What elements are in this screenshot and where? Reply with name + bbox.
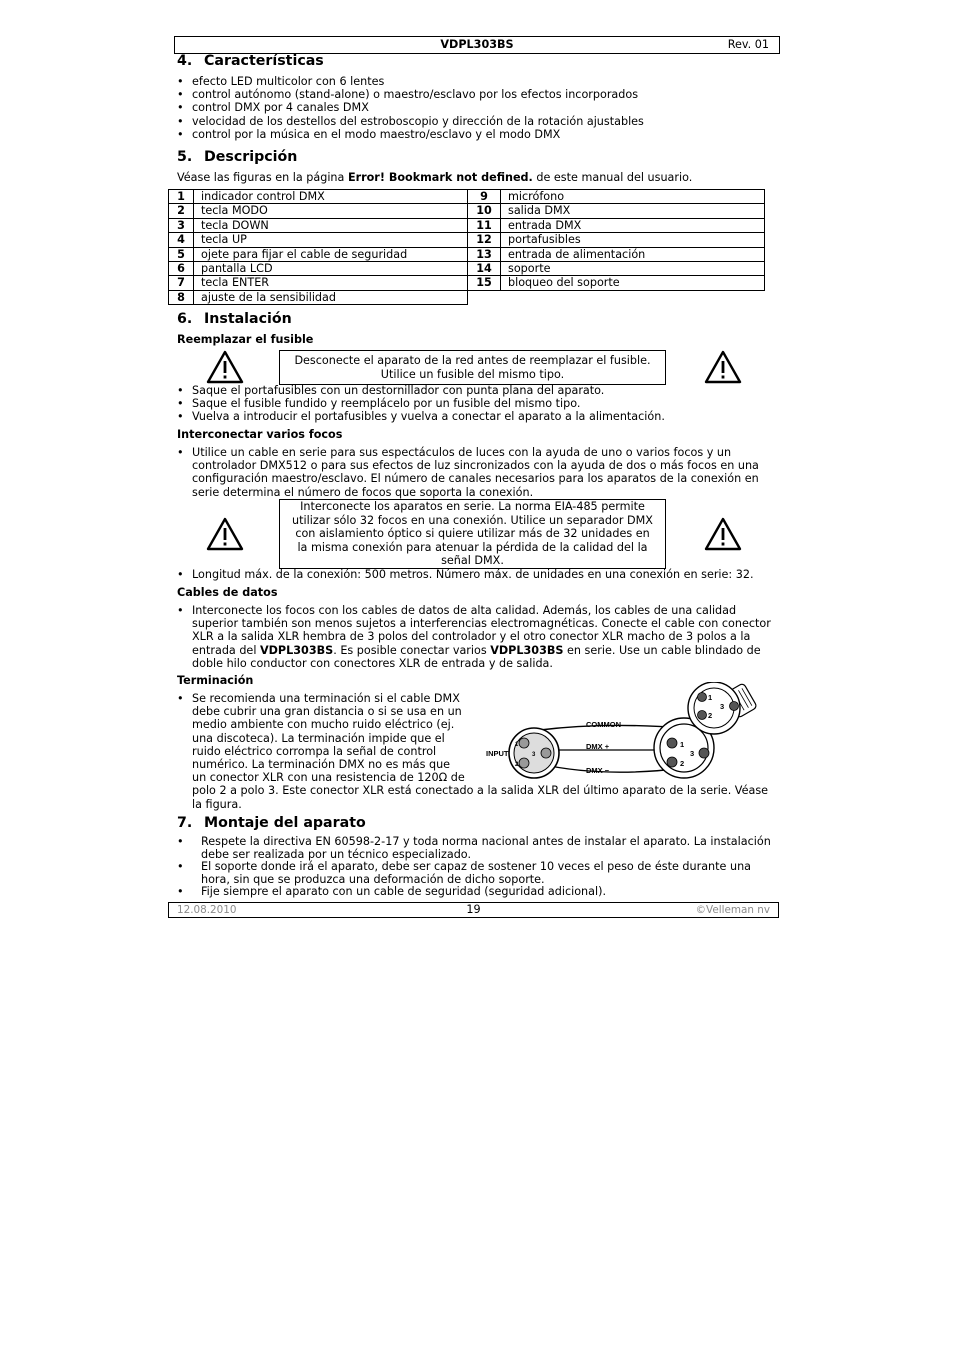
warning-icon (206, 350, 244, 384)
part-label: tecla ENTER (194, 276, 468, 290)
part-number: 6 (169, 262, 194, 276)
terminator-pin (698, 711, 707, 720)
page-footer (168, 902, 779, 918)
text-line: • Respete la directiva EN 60598-2-17 y toda norma nacional antes de instalar el aparato. La instalación (201, 835, 771, 848)
part-label: portafusibles (501, 233, 765, 247)
text-line: controlador DMX512 o para sus efectos de luz sincronizados con la ayuda de dos o más focos en una (192, 459, 759, 473)
list-item: • Longitud máx. de la conexión: 500 metros. Número máx. de unidades en una conexión en serie: 32. (177, 568, 777, 581)
terminator-pin (698, 693, 707, 702)
warning-line: Interconecte los aparatos en serie. La norma EIA-485 permite (300, 500, 645, 513)
text-line: • Utilice un cable en serie para sus espectáculos de luces con la ayuda de uno o varios focos y un (192, 446, 732, 459)
part-label: salida DMX (501, 204, 765, 218)
part-number: 8 (169, 290, 194, 304)
section-title: Montaje del aparato (204, 815, 366, 831)
text-line: configuración maestro/esclavo. El número de canales necesarios para los aparatos de la conexión en (192, 472, 759, 486)
input-pin (519, 738, 529, 748)
text-line: debe cubrir una gran distancia o si se usa en un (192, 705, 462, 719)
section-5-heading (177, 149, 297, 165)
list-item: • Vuelva a introducir el portafusibles y vuelva a conectar el aparato a la alimentación. (177, 410, 777, 423)
part-number: 1 (169, 190, 194, 204)
list-item: • Saque el portafusibles con un destornillador con punta plana del aparato. (177, 384, 777, 397)
part-number: 3 (169, 218, 194, 232)
part-number: 9 (468, 190, 501, 204)
part-label: entrada de alimentación (501, 247, 765, 261)
empty-cell (468, 290, 765, 304)
text-line: polo 2 a polo 3. Este conector XLR está conectado a la salida XLR del último aparato de la serie. Véase (192, 784, 769, 798)
cables-subheading: Cables de datos (177, 586, 278, 599)
model-name: VDPL303BS (440, 38, 514, 51)
warning-icon (704, 350, 742, 384)
list-item: • efecto LED multicolor con 6 lentes (177, 75, 777, 88)
cables-list (177, 604, 777, 670)
description-intro (177, 171, 692, 184)
xlr-termination-diagram (484, 682, 774, 782)
pin-label: 1 (708, 693, 713, 702)
footer-date: 12.08.2010 (177, 904, 237, 916)
pin-label: 1 (515, 742, 519, 748)
termination-subheading: Terminación (177, 674, 254, 687)
text-line: • Se recomienda una terminación si el cable DMX (192, 692, 460, 705)
section-number: 7. (177, 815, 193, 831)
table-row (169, 262, 765, 276)
fuse-steps-list (177, 384, 777, 424)
text-line: medio ambiente con mucho ruido eléctrico (ej. (192, 718, 455, 732)
part-number: 4 (169, 233, 194, 247)
section-4-heading (177, 53, 324, 69)
model-name: VDPL303BS (259, 643, 334, 657)
features-list (177, 75, 777, 141)
text-line: hora, sin que se produzca una deformación de dicho soporte. (201, 872, 545, 886)
text-span: entrada del (192, 643, 260, 657)
part-number: 12 (468, 233, 501, 247)
part-number: 15 (468, 276, 501, 290)
table-row (169, 190, 765, 204)
pin-label: 1 (680, 740, 685, 749)
warning-line: Utilice un fusible del mismo tipo. (380, 367, 565, 381)
output-pin (667, 757, 677, 767)
revision: Rev. 01 (727, 38, 769, 51)
warning-line: señal DMX. (441, 554, 504, 568)
input-pin (519, 758, 529, 768)
section-6-heading (177, 311, 292, 327)
common-label: COMMON (586, 720, 621, 729)
list-item (177, 446, 777, 499)
model-name: VDPL303BS (490, 643, 564, 657)
text-span: . Es posible conectar varios (333, 643, 491, 657)
text-line: una discoteca). La terminación impide que el (192, 731, 445, 745)
table-row (169, 290, 765, 304)
part-number: 14 (468, 262, 501, 276)
pin-label: 3 (690, 749, 695, 758)
pin-label: 3 (532, 752, 536, 758)
list-item: • control por la música en el modo maestro/esclavo y el modo DMX (177, 128, 777, 141)
part-label: tecla MODO (194, 204, 468, 218)
list-item: • Saque el fusible fundido y reemplácelo por un fusible del mismo tipo. (177, 397, 777, 410)
part-label: entrada DMX (501, 218, 765, 232)
table-row (169, 233, 765, 247)
interconnect-list (177, 446, 777, 499)
part-label: bloqueo del soporte (501, 276, 765, 290)
section-title: Descripción (204, 149, 298, 165)
text-line: la figura. (192, 797, 242, 811)
table-row (169, 276, 765, 290)
list-item: • control autónomo (stand-alone) o maestro/esclavo por los efectos incorporados (177, 88, 777, 101)
part-number: 10 (468, 204, 501, 218)
part-label: indicador control DMX (194, 190, 468, 204)
part-label: pantalla LCD (194, 262, 468, 276)
warning-line: la misma conexión para atenuar la pérdida de la calidad del la (297, 540, 648, 554)
section-number: 4. (177, 53, 193, 69)
output-pin (667, 738, 677, 748)
part-label: tecla UP (194, 233, 468, 247)
text-line: superior también son menos sujetos a interferencias electromagnéticas. Conecte el cable con conector (192, 617, 771, 631)
text-line: doble hilo conductor con conectores XLR de entrada y de salida. (192, 656, 553, 670)
part-number: 2 (169, 204, 194, 218)
list-item: • velocidad de los destellos del estroboscopio y dirección de la rotación ajustables (177, 115, 777, 128)
text-line: ruido eléctrico corrompa la señal de control (192, 744, 437, 758)
list-item: • control DMX por 4 canales DMX (177, 101, 777, 114)
text-line: • El soporte donde irá el aparato, debe ser capaz de sostener 10 veces el peso de éste durante una (201, 860, 752, 873)
output-pin (699, 748, 709, 758)
list-item (177, 886, 782, 899)
text-line: • Interconecte los focos con los cables de datos de alta calidad. Además, los cables de una calidad (192, 604, 737, 617)
list-item (177, 604, 777, 670)
part-number: 11 (468, 218, 501, 232)
text-line: serie determina el número de focos que soporta la conexión. (192, 485, 534, 499)
interconnect-warning-box (279, 499, 666, 569)
table-row (169, 204, 765, 218)
fuse-warning-box (279, 350, 666, 385)
list-item (177, 836, 782, 861)
section-title: Instalación (204, 311, 292, 327)
pin-label: 2 (515, 762, 519, 768)
text-span: en serie. Use un cable blindado de (563, 643, 761, 657)
warning-line: con aislamiento óptico si quiere utilizar más de 32 unidades en (295, 527, 650, 541)
warning-icon (206, 517, 244, 551)
input-pin (541, 748, 551, 758)
pin-label: 3 (720, 702, 725, 711)
text-line: XLR a la salida XLR hembra de 3 polos del controlador y el otro conector XLR macho de 3 polos a la (192, 630, 751, 644)
section-number: 5. (177, 149, 193, 165)
dmx-plus-label: DMX + (586, 742, 610, 751)
section-number: 6. (177, 311, 193, 327)
interconnect-subheading: Interconectar varios focos (177, 428, 343, 441)
part-number: 5 (169, 247, 194, 261)
text-line (192, 644, 777, 657)
part-label: ajuste de la sensibilidad (194, 290, 468, 304)
intro-text: de este manual del usuario. (532, 171, 693, 184)
intro-text: Véase las figuras en la página (177, 171, 348, 184)
part-label: tecla DOWN (194, 218, 468, 232)
warning-icon (704, 517, 742, 551)
text-line: numérico. La terminación DMX no es más que (192, 758, 451, 772)
table-row (169, 247, 765, 261)
terminator-pin (730, 702, 739, 711)
page-number: 19 (466, 903, 481, 916)
part-label: micrófono (501, 190, 765, 204)
input-label: INPUT (486, 749, 509, 758)
part-label: ojete para fijar el cable de seguridad (194, 247, 468, 261)
intro-bold-text: Error! Bookmark not defined. (347, 171, 533, 184)
parts-table (168, 189, 765, 305)
section-7-heading (177, 815, 366, 831)
warning-line: utilizar sólo 32 focos en una conexión. Utilice un separador DMX (292, 513, 653, 527)
footer-copyright: ©Velleman nv (695, 904, 770, 916)
length-list (177, 568, 777, 581)
section-title: Características (204, 53, 324, 69)
dmx-minus-label: DMX − (586, 766, 610, 775)
text-line: • Fije siempre el aparato con un cable de seguridad (seguridad adicional). (201, 885, 607, 898)
page-header (174, 36, 780, 54)
text-line: un conector XLR con una resistencia de 120Ω de (192, 771, 465, 785)
warning-line: Desconecte el aparato de la red antes de reemplazar el fusible. (294, 354, 651, 367)
part-label: soporte (501, 262, 765, 276)
fuse-subheading: Reemplazar el fusible (177, 333, 314, 346)
pin-label: 2 (680, 759, 685, 768)
list-item (177, 861, 782, 886)
table-row (169, 218, 765, 232)
pin-label: 2 (708, 711, 713, 720)
mounting-list (177, 836, 782, 899)
text-line: debe ser realizada por un técnico especializado. (201, 847, 472, 861)
part-number: 7 (169, 276, 194, 290)
part-number: 13 (468, 247, 501, 261)
